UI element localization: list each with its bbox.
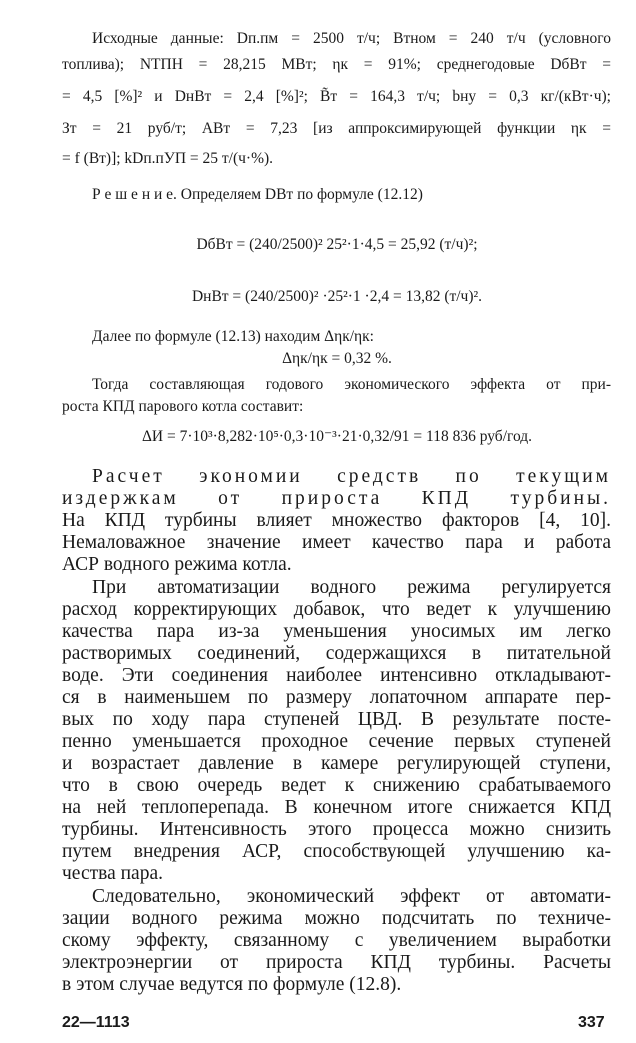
body-line: электроэнергии от прироста КПД турбины. Расчеты (62, 952, 611, 973)
example-line: DбBт = (240/2500)² 25²·1·4,5 = 25,92 (т/ч)²; (196, 236, 478, 253)
body-line: качества пара из-за уменьшения уносимых им легко (62, 621, 611, 642)
body-line: и возрастает давление в камере регулирующей ступени, (62, 753, 611, 774)
printer-signature: 22—1113 (62, 1014, 130, 1031)
body-line: АСР водного режима котла. (62, 554, 292, 575)
body-line: пенно уменьшается проходное сечение первых ступеней (62, 731, 611, 752)
page-number: 337 (578, 1014, 605, 1031)
example-line: = f (Bт)]; kDп.пУП = 25 т/(ч·%). (62, 150, 274, 167)
example-line: Δηк/ηк = 0,32 %. (282, 350, 392, 367)
body-line: На КПД турбины влияет множество факторов [4, 10]. (62, 510, 611, 531)
body-line: При автоматизации водного режима регулируется (92, 577, 611, 598)
example-line: ΔИ = 7·10³·8,282·10⁵·0,3·10⁻³·21·0,32/91 = 118 836 руб/год. (141, 428, 533, 445)
body-line: расход корректирующих добавок, что ведет к улучшению (62, 599, 611, 620)
body-line: растворимых соединений, содержащихся в питательной (62, 643, 611, 664)
body-line: Немаловажное значение имеет качество пара и работа (62, 532, 611, 553)
body-line: ся в наименьшем по размеру лопаточном аппарате пер- (62, 687, 611, 708)
body-line: в этом случае ведутся по формуле (12.8). (62, 974, 402, 995)
body-line: Следовательно, экономический эффект от автомати- (92, 886, 611, 907)
example-line: Зт = 21 руб/т; ABт = 7,23 [из аппроксимирующей функции ηк = (62, 120, 611, 137)
example-line: роста КПД парового котла составит: (62, 398, 304, 415)
section-heading-line: издержкам от прироста КПД турбины. (62, 488, 611, 509)
section-heading-line: Расчет экономии средств по текущим (92, 466, 611, 487)
example-line: Р е ш е н и е. Определяем DBт по формуле (12.12) (92, 186, 423, 203)
body-line: зации водного режима можно подсчитать по техниче- (62, 908, 611, 929)
body-line: на ней теплоперепада. В конечном итоге снижается КПД (62, 797, 611, 818)
example-line: = 4,5 [%]² и DнBт = 2,4 [%]²; B̃т = 164,3 т/ч; bну = 0,3 кг/(кВт·ч); (62, 88, 611, 105)
body-line: чества пара. (62, 863, 163, 884)
example-line: Тогда составляющая годового экономического эффекта от при- (92, 376, 611, 393)
body-line: скому эффекту, связанному с увеличением выработки (62, 930, 611, 951)
body-line: вых по ходу пара ступеней ЦВД. В результате посте- (62, 709, 611, 730)
example-line: топлива); NТПН = 28,215 МВт; ηк = 91%; среднегодовые DбBт = (62, 56, 611, 73)
body-line: путем внедрения АСР, способствующей улучшению ка- (62, 841, 611, 862)
example-line: Исходные данные: Dп.пм = 2500 т/ч; Bтном = 240 т/ч (условного (92, 30, 611, 47)
example-line: Далее по формуле (12.13) находим Δηк/ηк: (92, 328, 374, 345)
body-line: что в свою очередь ведет к снижению срабатываемого (62, 775, 611, 796)
body-line: турбины. Интенсивность этого процесса можно снизить (62, 819, 611, 840)
body-line: воде. Эти соединения наиболее интенсивно откладывают- (62, 665, 611, 686)
example-line: DнBт = (240/2500)² ·25²·1 ·2,4 = 13,82 (т/ч)². (191, 288, 483, 305)
